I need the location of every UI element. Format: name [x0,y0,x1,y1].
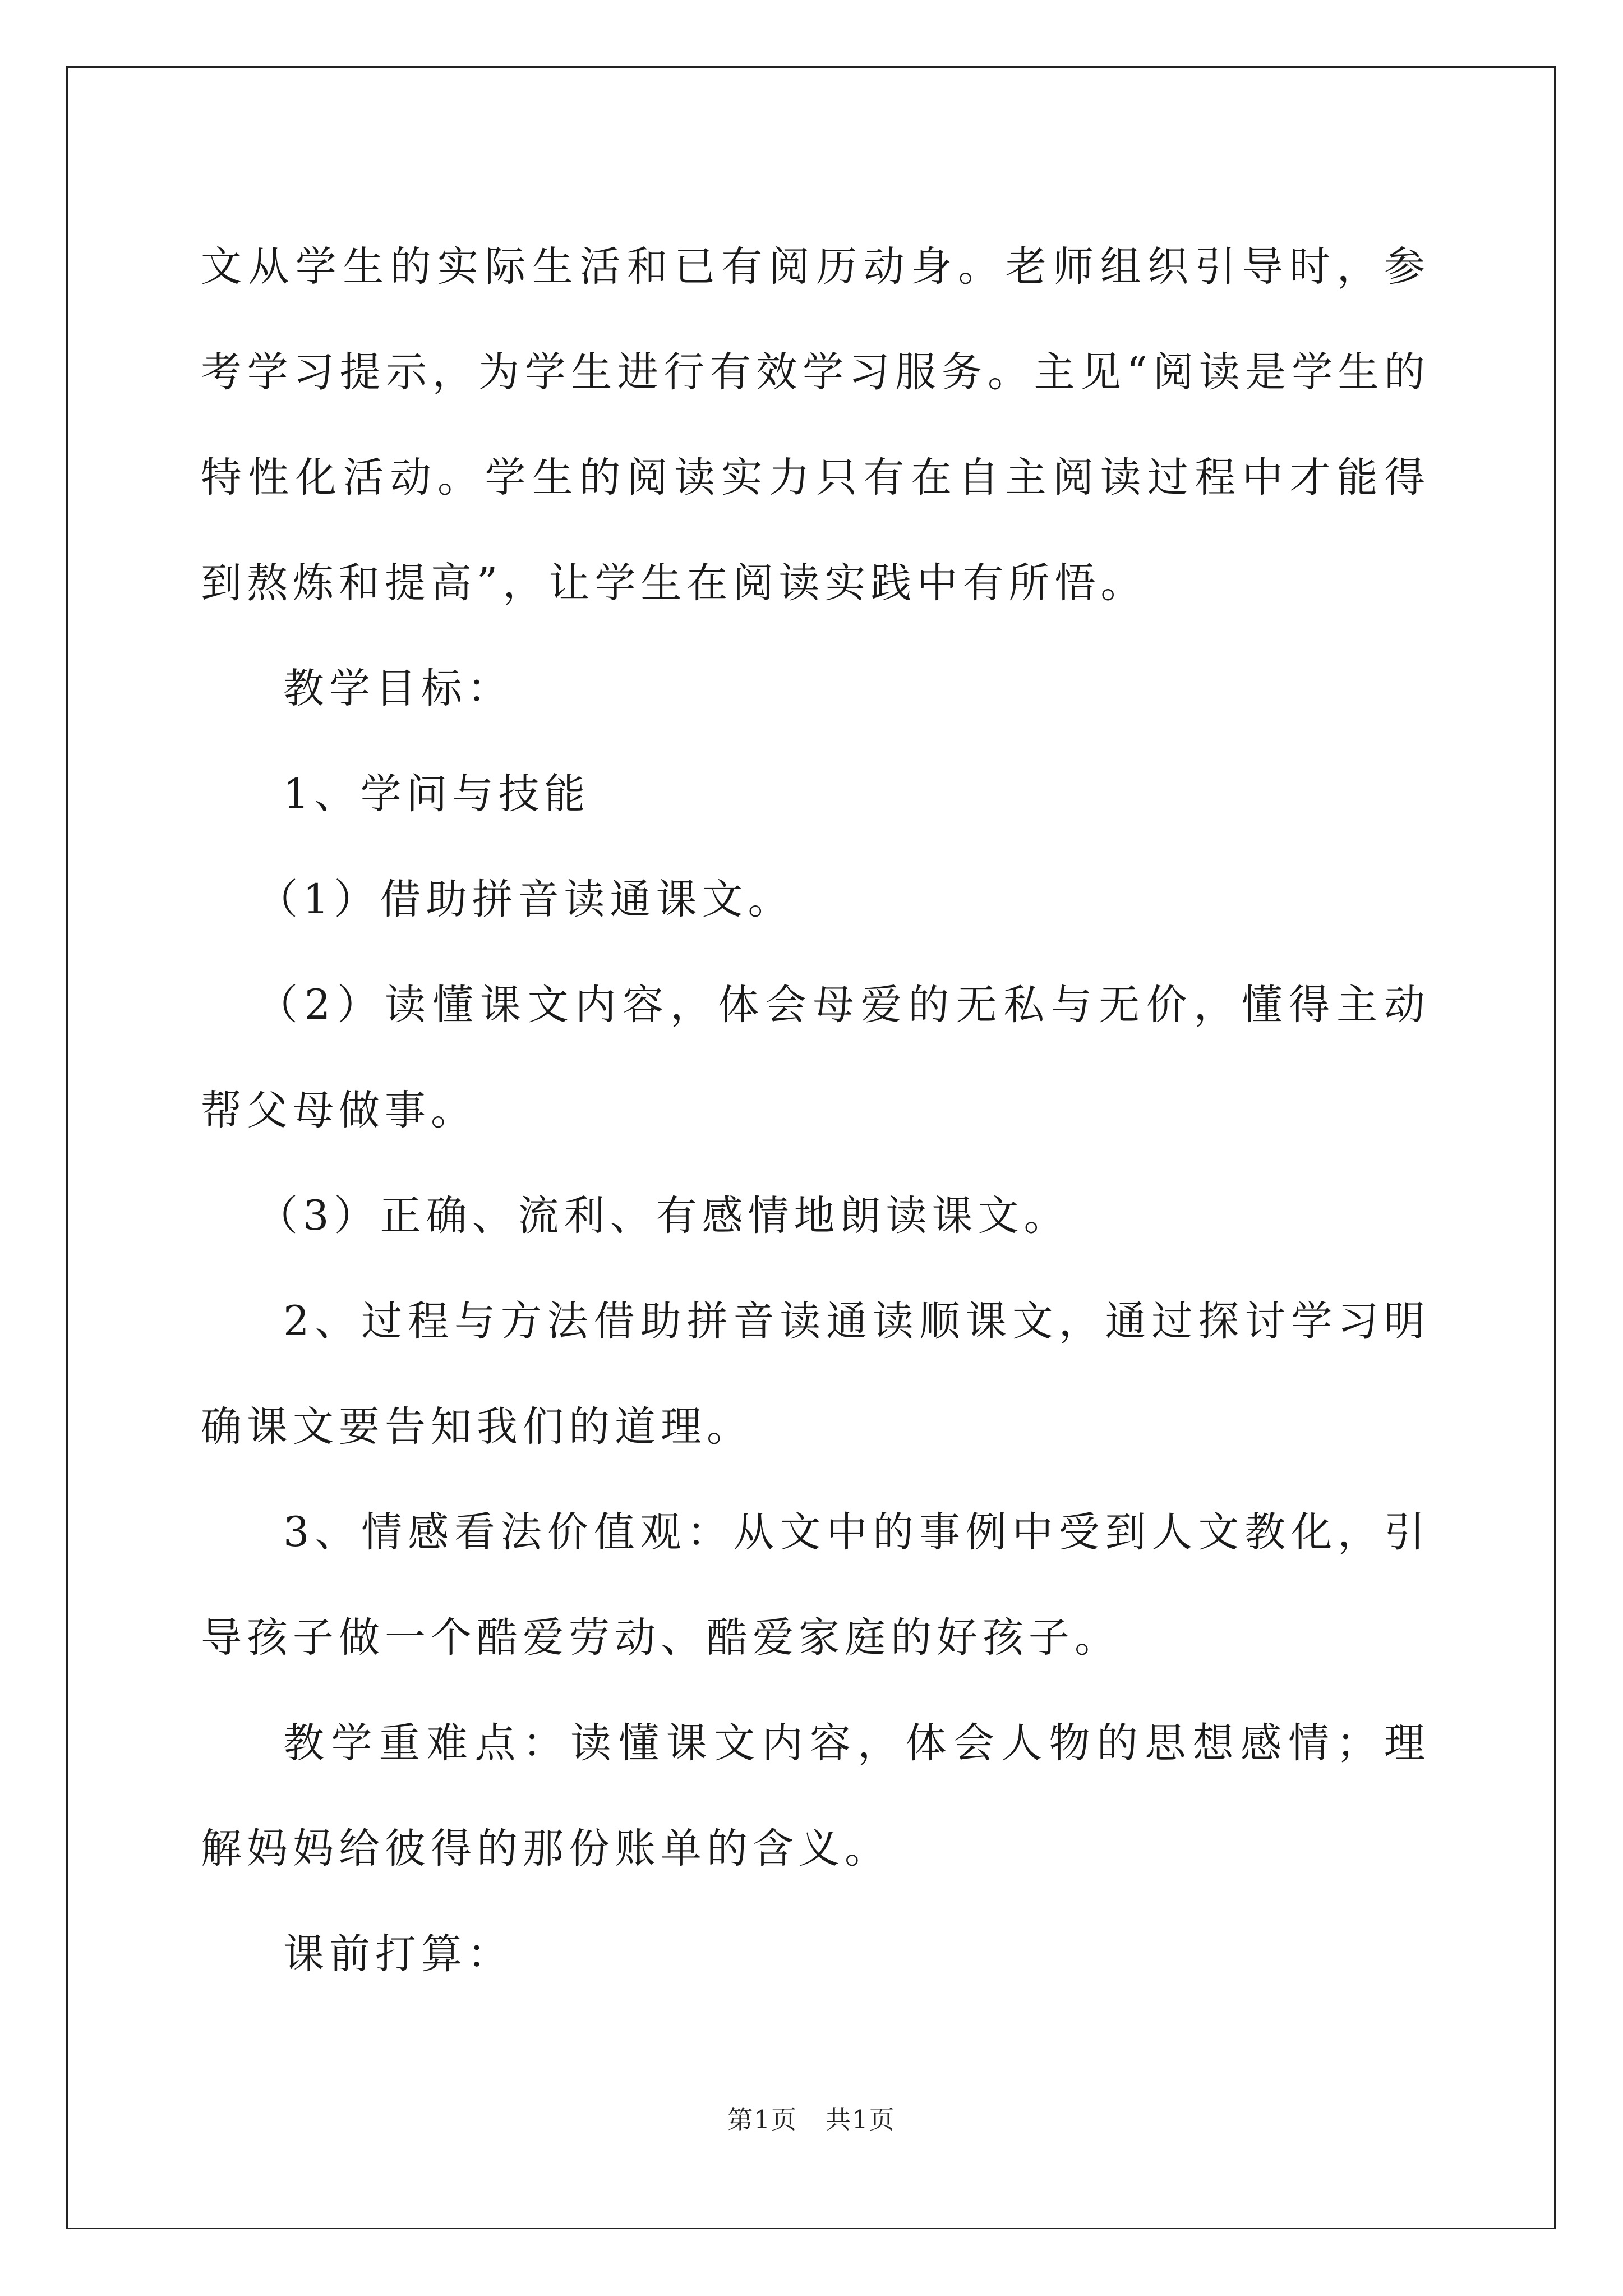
document-body [201,214,1430,2007]
paragraph-key-difficulties: 教学重难点：读懂课文内容，体会人物的思想感情；理解妈妈给彼得的那份账单的含义。 [201,1719,1430,1872]
paragraph-emotion-values: 3、情感看法价值观：从文中的事例中受到人文教化，引导孩子做一个酷爱劳动、酷爱家庭的好孩子。 [201,1508,1430,1662]
paragraph-knowledge-skills: 1、学问与技能 [283,770,591,818]
paragraph-item-3: （3）正确、流利、有感情地朗读课文。 [257,1192,1070,1240]
paragraph-process-method: 2、过程与方法借助拼音读通读顺课文，通过探讨学习明确课文要告知我们的道理。 [201,1297,1430,1451]
page-footer [0,2099,1623,2136]
page-total: 共1页 [826,2105,896,2134]
paragraph-objectives-heading: 教学目标： [283,665,513,712]
page-number: 第1页 [727,2105,797,2134]
paragraph-item-2: （2）读懂课文内容，体会母爱的无私与无价，懂得主动帮父母做事。 [201,981,1430,1134]
paragraph-item-1: （1）借助拼音读通课文。 [257,876,794,923]
paragraph-intro-continuation: 文从学生的实际生活和已有阅历动身。老师组织引导时，参考学习提示，为学生进行有效学习服务。主见“阅读是学生的特性化活动。学生的阅读实力只有在自主阅读过程中才能得到熬炼和提高”，让学生在阅读实践中有所悟。 [201,243,1430,607]
paragraph-preparation: 课前打算： [283,1930,513,1978]
